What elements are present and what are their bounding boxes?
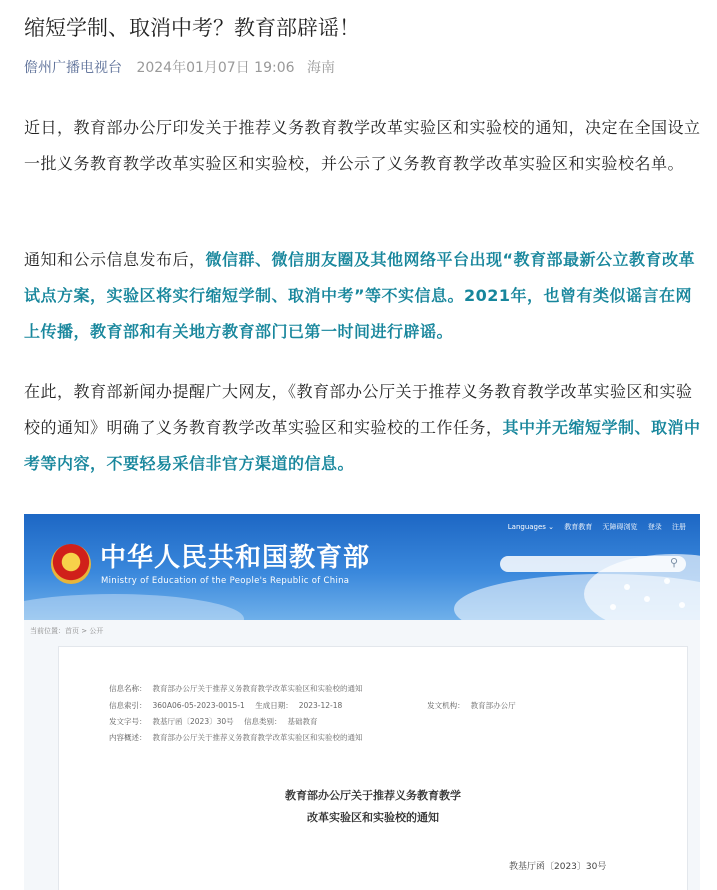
ministry-name-cn: 中华人民共和国教育部 (100, 543, 371, 573)
info-value: 基础教育 (287, 717, 318, 726)
website-search-input[interactable] (500, 556, 686, 572)
source-link[interactable]: 儋州广播电视台 (24, 60, 122, 76)
ministry-name-en: Ministry of Education of the People's Republic of China (101, 576, 350, 586)
info-row-docno (109, 716, 318, 727)
document-number: 教基厅函〔2023〕30号 (509, 862, 607, 872)
search-icon[interactable]: ⚲ (669, 556, 678, 569)
info-label: 发文机构： (427, 701, 465, 710)
info-row-index (109, 700, 516, 711)
article-meta (24, 57, 335, 79)
paragraph-1: 近日，教育部办公厅印发关于推荐义务教育教学改革实验区和实验校的通知，决定在全国设立一批义务教育教学改革实验区和实验校，并公示了义务教育教学改革实验区和实验校名单。 (24, 118, 701, 173)
ministry-website-screenshot[interactable] (24, 514, 700, 890)
paragraph-2-text: 通知和公示信息发布后， (24, 250, 206, 269)
info-value: 教育部办公厅关于推荐义务教育教学改革实验区和实验校的通知 (152, 733, 363, 742)
cloud-decoration (24, 594, 244, 620)
languages-link[interactable]: Languages ⌄ (507, 523, 555, 531)
info-row-summary (109, 732, 363, 743)
article-title: 缩短学制、取消中考？教育部辟谣！ (24, 16, 360, 40)
info-label: 内容概述： (109, 733, 147, 742)
paragraph-2 (24, 242, 702, 350)
flower-decoration (679, 602, 685, 608)
paragraph-3-text: 在此，教育部新闻办提醒广大网友，《教育部办公厅关于推荐义务教育教学改革实验区和实验校的通知》明确了义务教育教学改革实验区和实验校的工作任务， (24, 382, 693, 437)
login-link[interactable]: 登录 (647, 523, 662, 531)
accessibility-link[interactable]: 无障碍浏览 (602, 523, 638, 531)
register-link[interactable]: 注册 (672, 523, 686, 531)
paragraph-2-highlight: 微信群、微信朋友圈及其他网络平台出现“教育部最新公立教育改革试点方案，实验区将实行缩短学制、取消中考”等不实信息。2021年，也曾有类似谣言在网上传播，教育部和有关地方教育部门已第一时间进行辟谣。 (24, 250, 696, 341)
website-top-nav (500, 522, 686, 532)
region-label: 海南 (306, 60, 335, 76)
info-label: 信息类别： (244, 717, 282, 726)
paragraph-3 (24, 374, 702, 482)
flower-decoration (664, 578, 670, 584)
flower-decoration (610, 604, 616, 610)
info-value: 360A06-05-2023-0015-1 (152, 701, 245, 710)
info-value: 教基厅函〔2023〕30号 (152, 717, 234, 726)
document-panel (58, 646, 688, 890)
document-title-line-1: 教育部办公厅关于推荐义务教育教学 (285, 789, 461, 802)
info-label: 发文字号： (109, 717, 147, 726)
info-label: 信息索引： (109, 701, 147, 710)
flower-decoration (624, 584, 630, 590)
info-value: 教育部办公厅 (470, 701, 516, 710)
paragraph-3-highlight: 其中并无缩短学制、取消中考等内容，不要轻易采信非官方渠道的信息。 (24, 418, 701, 473)
info-label: 信息名称： (109, 684, 147, 693)
flower-decoration (644, 596, 650, 602)
website-banner (24, 514, 700, 620)
breadcrumb: 当前位置：首页 > 公开 (30, 627, 104, 635)
publish-date: 2024年01月07日 19:06 (136, 60, 295, 76)
info-row-name (109, 683, 363, 694)
info-value: 2023-12-18 (298, 701, 343, 710)
info-value: 教育部办公厅关于推荐义务教育教学改革实验区和实验校的通知 (152, 684, 363, 693)
info-label: 生成日期： (255, 701, 293, 710)
national-emblem-icon: ★ (51, 544, 91, 584)
nav-link[interactable]: 教育教育 (564, 523, 593, 531)
document-title-line-2: 改革实验区和实验校的通知 (307, 811, 439, 824)
